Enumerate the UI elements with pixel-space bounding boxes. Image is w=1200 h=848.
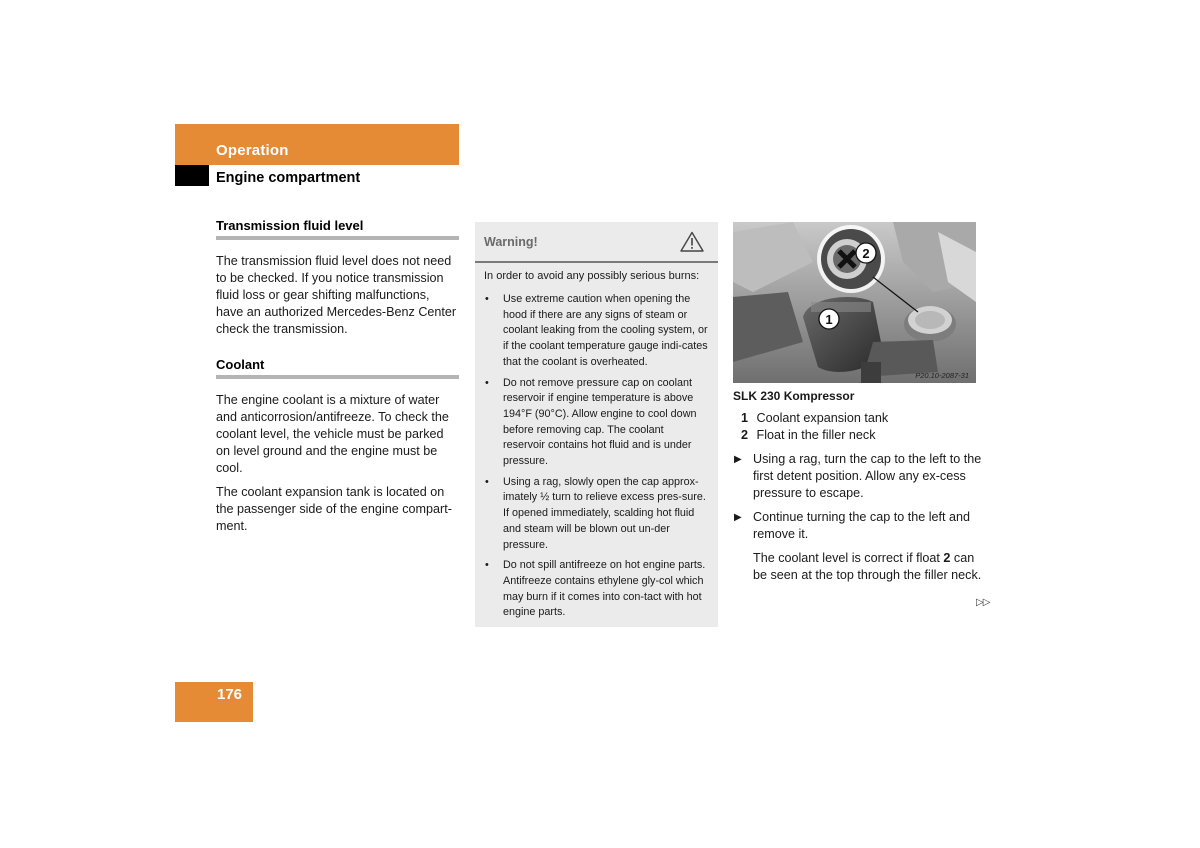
right-column (733, 389, 983, 584)
warning-title: Warning! (484, 235, 538, 249)
warning-item: • Do not remove pressure cap on coolant reservoir if engine temperature is above 194°F (90°C). Allow engine to cool down before removing cap. The coolant reservoir contains hot fluid and is under pressure. (484, 376, 708, 470)
figure-code: P20.10-2087-31 (915, 371, 969, 380)
subsection-title: Engine compartment (216, 170, 361, 186)
page-number: 176 (217, 686, 243, 703)
callout-1: 1 (825, 312, 833, 327)
warning-header (475, 222, 718, 263)
step-text: Using a rag, turn the cap to the left to the first detent position. Allow any ex-cess pressure to escape. (753, 452, 982, 500)
section-title: Operation (216, 142, 289, 159)
continued-icon: ▷▷ (976, 597, 990, 608)
legend-text: Float in the filler neck (756, 428, 876, 442)
engine-illustration (733, 222, 976, 383)
legend-number: 2 (741, 428, 749, 442)
legend-item (733, 410, 983, 427)
instruction-step (733, 451, 983, 502)
warning-item: • Using a rag, slowly open the cap approx-imately ½ turn to relieve excess pres-sure. If opened immediately, scalding hot fluid and steam will be blown out un-der pressure. (484, 475, 708, 554)
step-arrow-icon: ▶ (734, 454, 742, 465)
section-marker-tab (175, 165, 209, 186)
coolant-paragraph-2: The coolant expansion tank is located on the passenger side of the engine compart-ment. (216, 485, 452, 533)
engine-photo (733, 222, 976, 383)
legend-text: Coolant expansion tank (756, 411, 889, 425)
warning-item: • Use extreme caution when opening the hood if there are any signs of steam or coolant leaking from the cooling system, or if the coolant temperature gauge indi-cates that the coolant is overheated. (484, 292, 708, 371)
warning-intro: In order to avoid any possibly serious burns: (484, 270, 700, 282)
warning-box (475, 222, 718, 627)
transmission-heading: Transmission fluid level (216, 218, 459, 240)
coolant-level-note: The coolant level is correct if float 2 can be seen at the top through the filler neck. (753, 551, 982, 582)
transmission-paragraph: The transmission fluid level does not need to be checked. If you notice transmission fluid loss or gear shifting malfunctions, have an authorized Mercedes-Benz Center check the transmission. (216, 254, 457, 336)
coolant-paragraph-1: The engine coolant is a mixture of water and anticorrosion/antifreeze. To check the coolant level, the vehicle must be parked on level ground and the engine must be cool. (216, 393, 449, 475)
callout-2: 2 (862, 246, 870, 261)
legend-number: 1 (741, 411, 749, 425)
warning-triangle-icon (680, 231, 704, 257)
warning-list (475, 292, 718, 621)
instruction-step (733, 509, 983, 543)
coolant-heading: Coolant (216, 357, 459, 379)
warning-item: • Do not spill antifreeze on hot engine parts. Antifreeze contains ethylene gly-col which may burn if it comes into con-tact with hot engine parts. (484, 558, 708, 621)
figure-caption: SLK 230 Kompressor (733, 389, 855, 403)
legend-item (733, 427, 983, 444)
step-arrow-icon: ▶ (734, 512, 742, 523)
left-column (216, 218, 459, 542)
step-text: Continue turning the cap to the left and remove it. (753, 510, 971, 541)
